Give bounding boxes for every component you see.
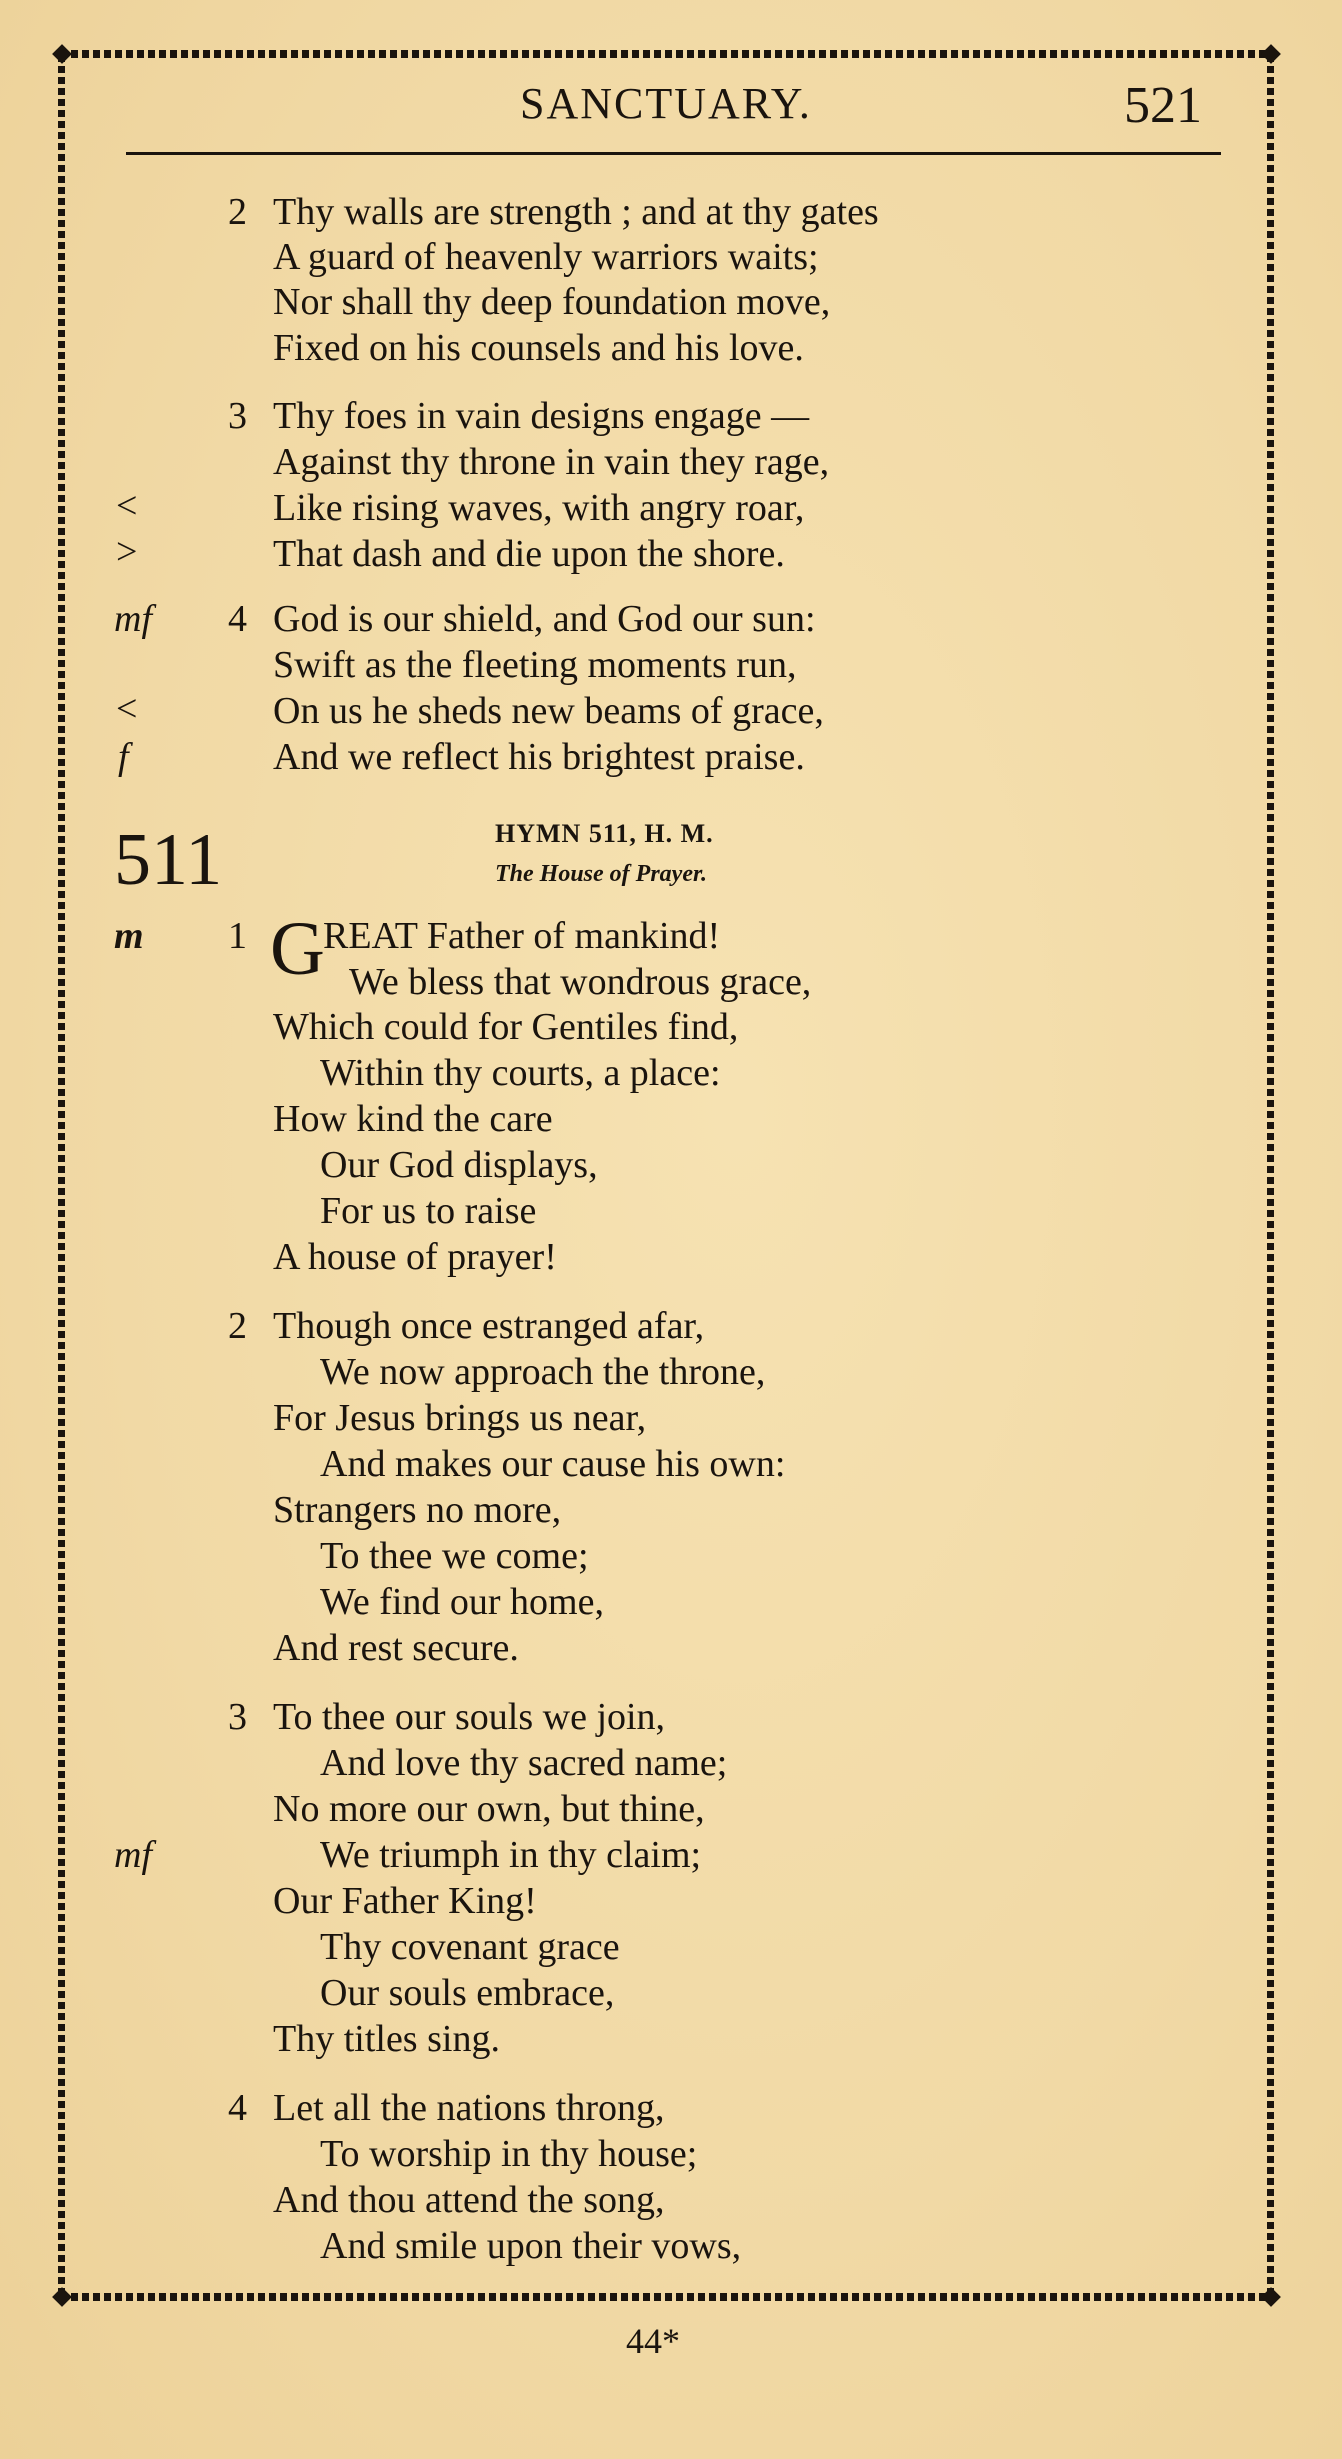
dynamic-mark: m bbox=[114, 915, 144, 957]
verse-line: Though once estranged afar, bbox=[273, 1305, 705, 1347]
signature-mark: 44* bbox=[626, 2321, 680, 2361]
verse-line: Thy foes in vain designs engage — bbox=[273, 395, 810, 437]
verse-line: Fixed on his counsels and his love. bbox=[273, 327, 804, 369]
verse-line: Which could for Gentiles find, bbox=[273, 1006, 739, 1048]
verse-line: How kind the care bbox=[273, 1098, 553, 1140]
verse-line: On us he sheds new beams of grace, bbox=[273, 690, 824, 732]
dynamic-mark: mf bbox=[114, 598, 152, 640]
stanza-number: 3 bbox=[228, 1696, 247, 1738]
decrescendo-mark: > bbox=[116, 531, 138, 573]
verse-line: And we reflect his brightest praise. bbox=[273, 736, 805, 778]
verse-line: Our Father King! bbox=[273, 1880, 537, 1922]
verse-line: A guard of heavenly warriors waits; bbox=[273, 236, 819, 278]
verse-line: No more our own, but thine, bbox=[273, 1788, 705, 1830]
stanza-number: 2 bbox=[228, 1305, 247, 1347]
verse-line: Our God displays, bbox=[320, 1144, 598, 1186]
verse-line: We now approach the throne, bbox=[320, 1351, 766, 1393]
stanza-number: 1 bbox=[228, 915, 247, 957]
top-ornament-rule bbox=[60, 50, 1270, 58]
stanza-number: 3 bbox=[228, 395, 247, 437]
verse-line: Nor shall thy deep foundation move, bbox=[273, 281, 831, 323]
verse-line: Against thy throne in vain they rage, bbox=[273, 441, 830, 483]
verse-line: To worship in thy house; bbox=[320, 2133, 698, 2175]
dynamic-mark: f bbox=[118, 736, 129, 778]
verse-line: Like rising waves, with angry roar, bbox=[273, 487, 805, 529]
bottom-ornament-rule bbox=[60, 2293, 1270, 2301]
verse-line: God is our shield, and God our sun: bbox=[273, 598, 816, 640]
verse-line: Let all the nations throng, bbox=[273, 2087, 665, 2129]
verse-line: Strangers no more, bbox=[273, 1489, 562, 1531]
running-head: SANCTUARY. bbox=[520, 79, 812, 128]
verse-line: Swift as the fleeting moments run, bbox=[273, 644, 797, 686]
verse-line: We find our home, bbox=[320, 1581, 604, 1623]
verse-line: And rest secure. bbox=[273, 1627, 519, 1669]
header-rule bbox=[126, 152, 1221, 155]
verse-line: To thee our souls we join, bbox=[273, 1696, 666, 1738]
stanza-number: 4 bbox=[228, 2087, 247, 2129]
verse-line: A house of prayer! bbox=[273, 1236, 557, 1278]
verse-line: For us to raise bbox=[320, 1190, 537, 1232]
hymn-subtitle: The House of Prayer. bbox=[495, 861, 707, 887]
page-number: 521 bbox=[1124, 77, 1202, 134]
verse-line: That dash and die upon the shore. bbox=[273, 533, 785, 575]
verse-line: And thou attend the song, bbox=[273, 2179, 665, 2221]
verse-line: For Jesus brings us near, bbox=[273, 1397, 647, 1439]
drop-cap: G bbox=[270, 907, 325, 991]
verse-line: Our souls embrace, bbox=[320, 1972, 615, 2014]
crescendo-mark: < bbox=[116, 485, 138, 527]
right-ornament-rule bbox=[1267, 55, 1274, 2295]
verse-line: To thee we come; bbox=[320, 1535, 589, 1577]
verse-line: And smile upon their vows, bbox=[320, 2225, 742, 2267]
verse-line: REAT Father of mankind! bbox=[323, 915, 721, 957]
verse-line: Thy walls are strength ; and at thy gates bbox=[273, 191, 879, 233]
stanza-number: 4 bbox=[228, 598, 247, 640]
hymn-number: 511 bbox=[114, 819, 223, 901]
verse-line: We triumph in thy claim; bbox=[320, 1834, 702, 1876]
left-ornament-rule bbox=[58, 55, 65, 2295]
verse-line: And makes our cause his own: bbox=[320, 1443, 786, 1485]
verse-line: Thy titles sing. bbox=[273, 2018, 500, 2060]
verse-line: Within thy courts, a place: bbox=[320, 1052, 721, 1094]
verse-line: We bless that wondrous grace, bbox=[349, 961, 812, 1003]
dynamic-mark: mf bbox=[114, 1834, 152, 1876]
verse-line: Thy covenant grace bbox=[320, 1926, 620, 1968]
stanza-number: 2 bbox=[228, 191, 247, 233]
verse-line: And love thy sacred name; bbox=[320, 1742, 728, 1784]
hymn-heading: HYMN 511, H. M. bbox=[495, 819, 714, 848]
crescendo-mark: < bbox=[116, 688, 138, 730]
